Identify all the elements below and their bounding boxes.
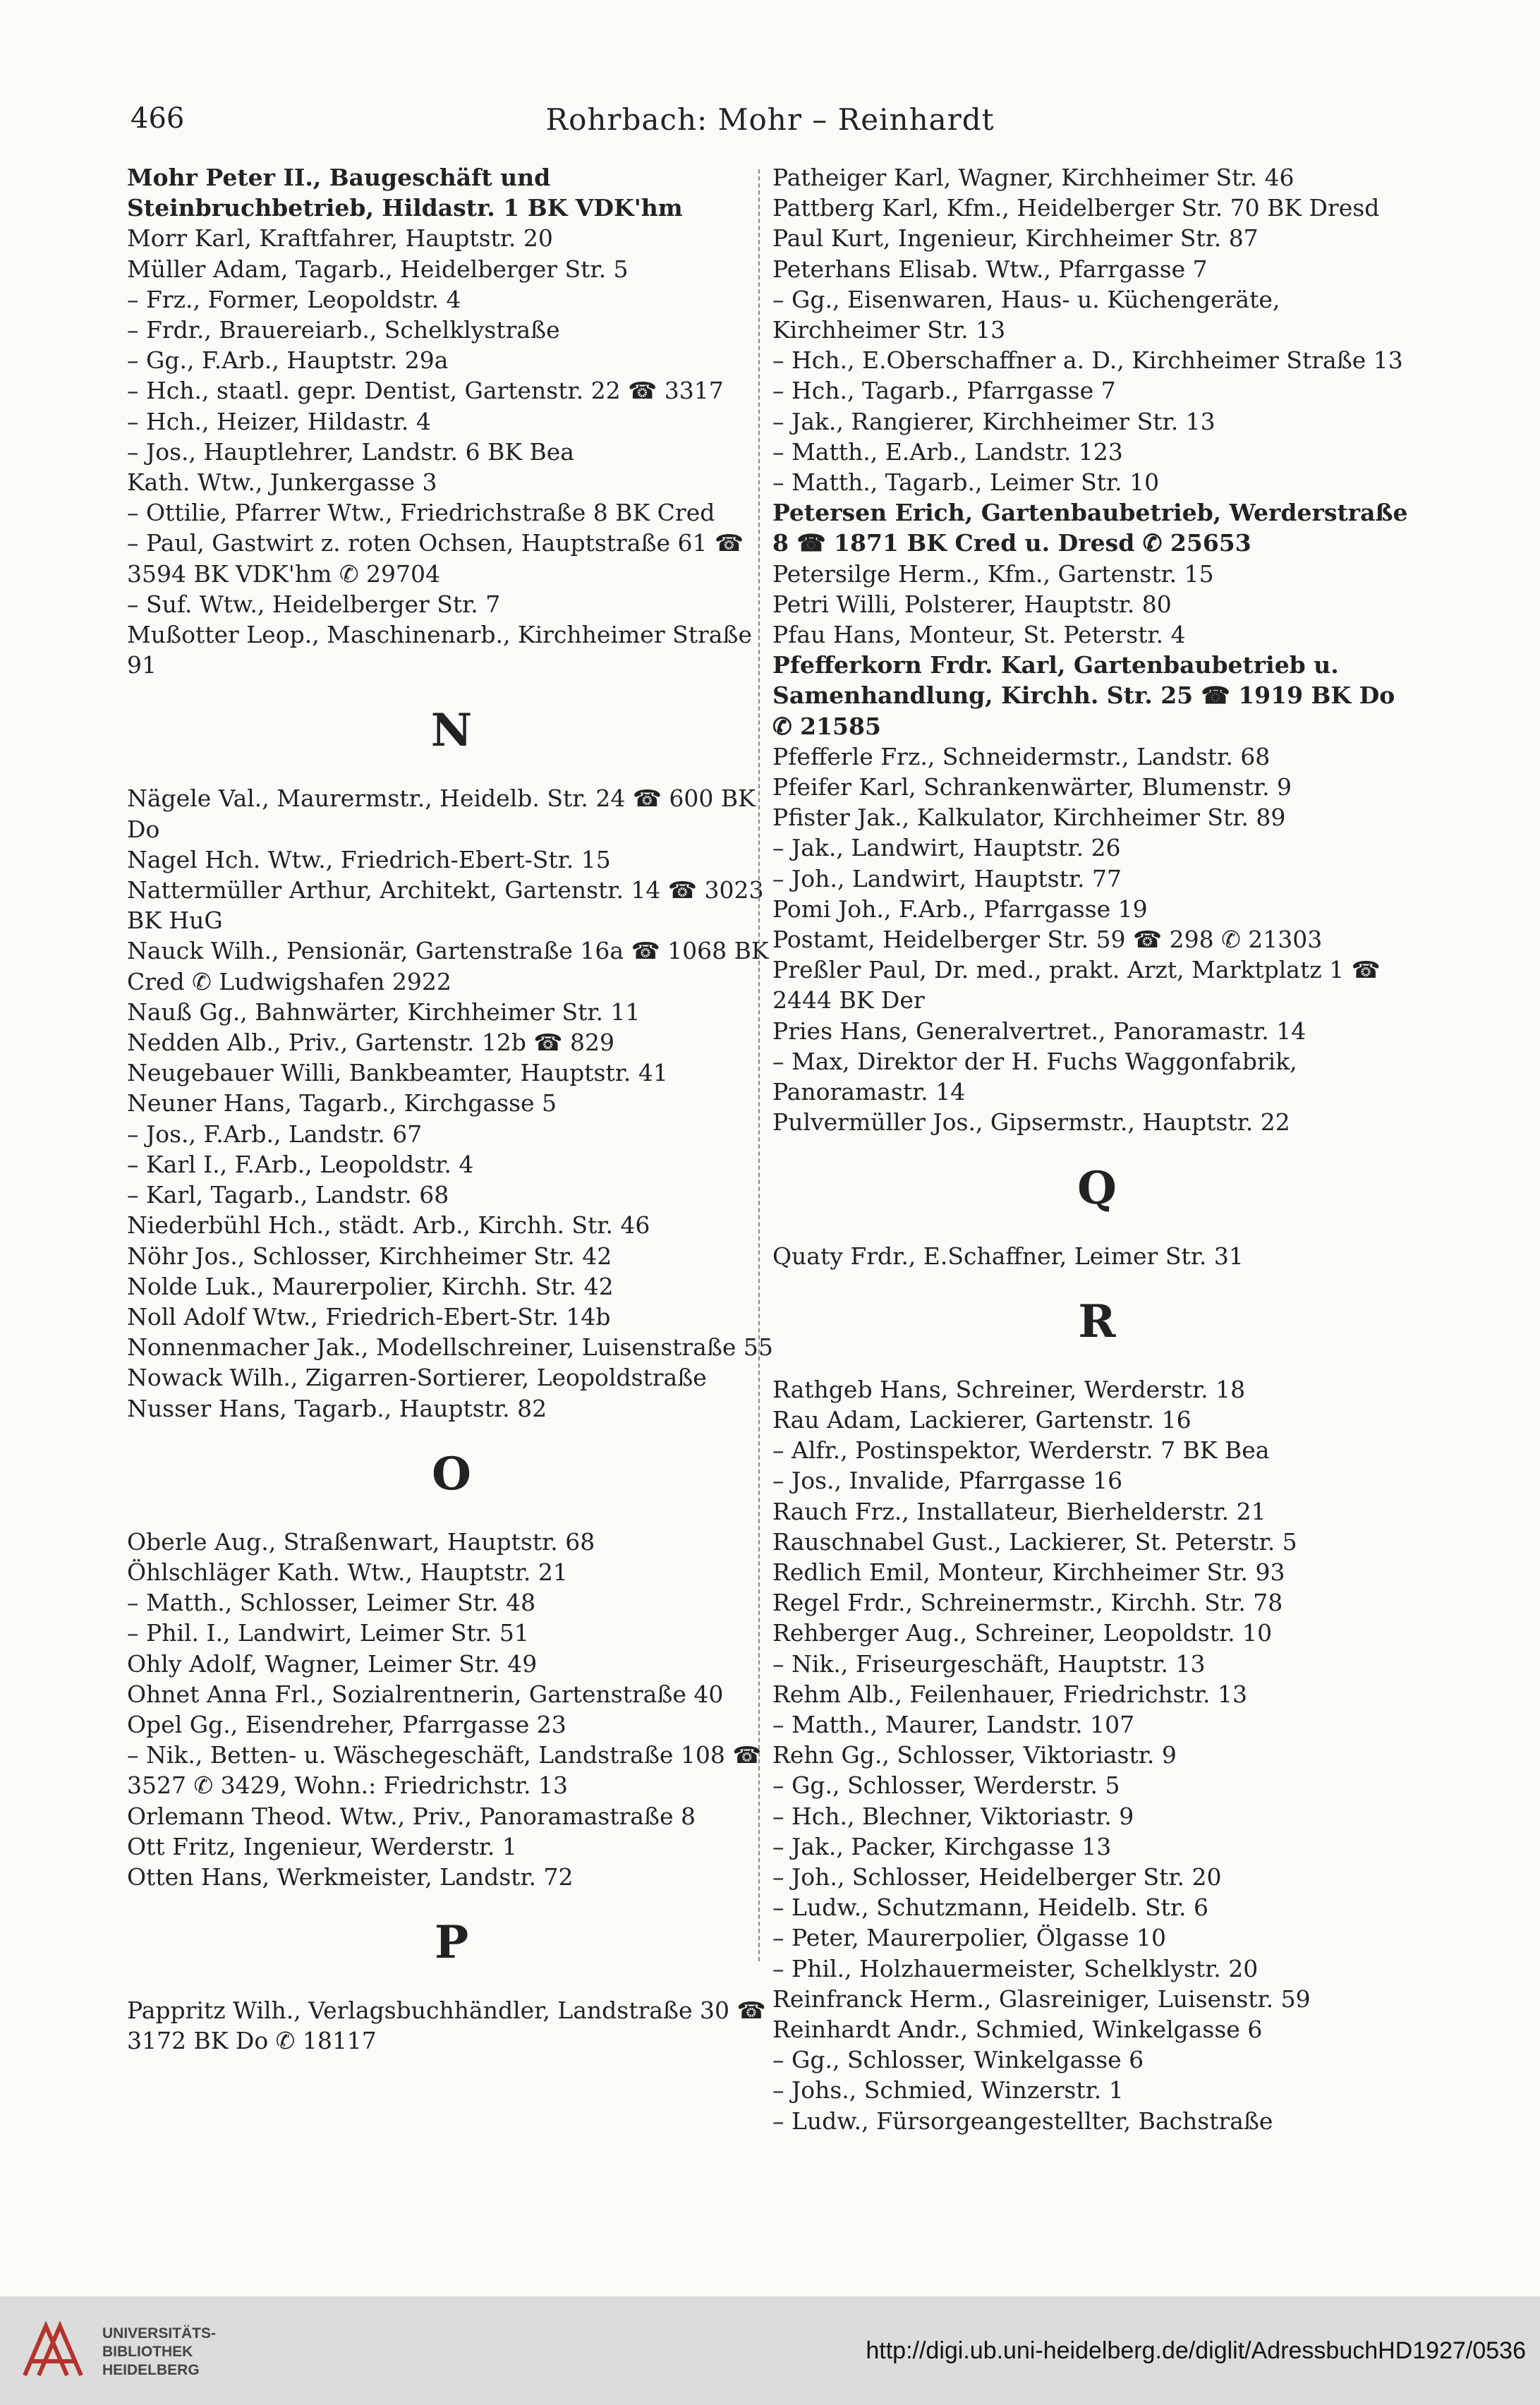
directory-entry: Petersilge Herm., Kfm., Gartenstr. 15 [772,559,1214,588]
directory-entry: Öhlschläger Kath. Wtw., Hauptstr. 21 [127,1558,568,1586]
section-letter-heading: O [432,1447,471,1501]
directory-entry: Preßler Paul, Dr. med., prakt. Arzt, Marktplatz 1 ☎ 2444 BK Der [772,956,1381,1014]
directory-entry: – Karl I., F.Arb., Leopoldstr. 4 [127,1150,474,1178]
directory-entry: Pfister Jak., Kalkulator, Kirchheimer Str. 89 [772,804,1286,832]
directory-entry: – Jos., Invalide, Pfarrgasse 16 [772,1467,1123,1495]
directory-entry: Postamt, Heidelberger Str. 59 ☎ 298 ✆ 21303 [772,926,1323,954]
library-logo-icon [18,2319,95,2382]
directory-entry: Nägele Val., Maurermstr., Heidelb. Str. 24 ☎ 600 BK Do [127,784,756,843]
directory-entry: Pulvermüller Jos., Gipsermstr., Hauptstr. 22 [772,1108,1290,1137]
directory-entry: Patheiger Karl, Wagner, Kirchheimer Str. 46 [772,164,1295,191]
directory-entry: – Nik., Betten- u. Wäschegeschäft, Landstraße 108 ☎ 3527 ✆ 3429, Wohn.: Friedrichstr. 13 [127,1741,762,1800]
directory-entry: Ohnet Anna Frl., Sozialrentnerin, Gartenstraße 40 [127,1680,724,1708]
directory-entry: Rehn Gg., Schlosser, Viktoriastr. 9 [772,1741,1177,1769]
library-name [102,2325,216,2380]
directory-entry: Pfefferle Frz., Schneidermstr., Landstr. 68 [772,742,1271,770]
directory-entry: Otten Hans, Werkmeister, Landstr. 72 [127,1862,574,1891]
directory-entry: – Gg., Schlosser, Winkelgasse 6 [772,2046,1144,2074]
directory-entry: – Nik., Friseurgeschäft, Hauptstr. 13 [772,1649,1206,1678]
directory-entry: Nolde Luk., Maurerpolier, Kirchh. Str. 42 [127,1272,614,1300]
directory-entry: Redlich Emil, Monteur, Kirchheimer Str. 93 [772,1558,1285,1586]
directory-entry: – Alfr., Postinspektor, Werderstr. 7 BK Bea [772,1436,1270,1465]
section-letter-heading: Q [1077,1161,1117,1215]
directory-entry: – Phil. I., Landwirt, Leimer Str. 51 [127,1619,529,1647]
directory-entry: – Matth., E.Arb., Landstr. 123 [772,437,1123,466]
directory-entry: Kath. Wtw., Junkergasse 3 [127,468,437,497]
section-letter-heading: R [1078,1295,1116,1348]
directory-entry: – Gg., F.Arb., Hauptstr. 29a [127,346,449,375]
directory-entry: – Karl, Tagarb., Landstr. 68 [127,1181,449,1209]
directory-entry: Opel Gg., Eisendreher, Pfarrgasse 23 [127,1710,566,1738]
directory-entry: Petri Willi, Polsterer, Hauptstr. 80 [772,590,1172,618]
directory-entry: – Jak., Rangierer, Kirchheimer Str. 13 [772,407,1215,435]
directory-entry: – Matth., Tagarb., Leimer Str. 10 [772,468,1160,497]
directory-entry: – Peter, Maurerpolier, Ölgasse 10 [772,1924,1167,1952]
directory-entry: – Jak., Landwirt, Hauptstr. 26 [772,834,1121,862]
directory-entry: – Hch., Blechner, Viktoriastr. 9 [772,1802,1134,1830]
directory-entry: Noll Adolf Wtw., Friedrich-Ebert-Str. 14b [127,1302,611,1331]
directory-entry: Nowack Wilh., Zigarren-Sortierer, Leopoldstraße [127,1364,707,1392]
library-name-line: HEIDELBERG [102,2362,200,2378]
directory-entry: – Paul, Gastwirt z. roten Ochsen, Hauptstraße 61 ☎ 3594 BK VDK'hm ✆ 29704 [127,529,744,588]
column-divider [758,169,760,1961]
directory-entry: Orlemann Theod. Wtw., Priv., Panoramastraße 8 [127,1802,696,1830]
directory-entry: – Matth., Schlosser, Leimer Str. 48 [127,1589,536,1617]
directory-entry: Ohly Adolf, Wagner, Leimer Str. 49 [127,1649,538,1678]
page-number: 466 [131,102,185,135]
directory-entry: – Hch., staatl. gepr. Dentist, Gartenstr. 22 ☎ 3317 [127,377,724,405]
directory-entry: – Jos., Hauptlehrer, Landstr. 6 BK Bea [127,437,574,466]
right-column [772,162,1421,2136]
library-name-line: UNIVERSITÄTS- [102,2325,217,2342]
directory-entry: Pomi Joh., F.Arb., Pfarrgasse 19 [772,895,1148,923]
directory-entry: Mußotter Leop., Maschinenarb., Kirchheimer Straße 91 [127,621,752,679]
directory-entry: – Ludw., Schutzmann, Heidelb. Str. 6 [772,1894,1208,1922]
source-url-link[interactable]: http://digi.ub.uni-heidelberg.de/diglit/AdressbuchHD1927/0536 [866,2337,1526,2364]
library-name-line: BIBLIOTHEK [102,2344,193,2360]
directory-entry: Nagel Hch. Wtw., Friedrich-Ebert-Str. 15 [127,845,611,873]
directory-entry: Rau Adam, Lackierer, Gartenstr. 16 [772,1405,1192,1434]
directory-entry: Regel Frdr., Schreinermstr., Kirchh. Str. 78 [772,1589,1283,1617]
left-column [127,162,776,2056]
directory-entry: Pappritz Wilh., Verlagsbuchhändler, Landstraße 30 ☎ 3172 BK Do ✆ 18117 [127,1997,766,2055]
directory-entry: Pfeifer Karl, Schrankenwärter, Blumenstr. 9 [772,773,1292,801]
directory-entry: – Gg., Schlosser, Werderstr. 5 [772,1771,1120,1800]
running-title: Rohrbach: Mohr – Reinhardt [545,102,995,137]
directory-entry: Petersen Erich, Gartenbaubetrieb, Werderstraße 8 ☎ 1871 BK Cred u. Dresd ✆ 25653 [772,499,1408,557]
directory-entry: Rehm Alb., Feilenhauer, Friedrichstr. 13 [772,1680,1248,1708]
directory-entry: – Joh., Schlosser, Heidelberger Str. 20 [772,1862,1222,1891]
directory-entry: Nonnenmacher Jak., Modellschreiner, Luisenstraße 55 [127,1333,773,1362]
directory-entry: – Phil., Holzhauermeister, Schelklystr. 20 [772,1954,1259,1982]
directory-entry: Morr Karl, Kraftfahrer, Hauptstr. 20 [127,224,553,253]
directory-entry: – Hch., Heizer, Hildastr. 4 [127,407,431,435]
directory-entry: Nedden Alb., Priv., Gartenstr. 12b ☎ 829 [127,1029,615,1057]
directory-entry: Nusser Hans, Tagarb., Hauptstr. 82 [127,1394,547,1422]
directory-entry: – Matth., Maurer, Landstr. 107 [772,1710,1135,1738]
directory-entry: Quaty Frdr., E.Schaffner, Leimer Str. 31 [772,1242,1244,1270]
directory-entry: Reinhardt Andr., Schmied, Winkelgasse 6 [772,2015,1263,2043]
directory-entry: Pattberg Karl, Kfm., Heidelberger Str. 70 BK Dresd [772,194,1380,222]
directory-entry: – Ottilie, Pfarrer Wtw., Friedrichstraße 8 BK Cred [127,499,715,527]
directory-entry: Rauschnabel Gust., Lackierer, St. Peterstr. 5 [772,1527,1297,1556]
directory-entry: Reinfranck Herm., Glasreiniger, Luisenstr. 59 [772,1985,1311,2013]
directory-entry: Nattermüller Arthur, Architekt, Gartenstr. 14 ☎ 3023 BK HuG [127,876,764,935]
directory-entry: Pries Hans, Generalvertret., Panoramastr. 14 [772,1017,1306,1045]
directory-entry: – Hch., E.Oberschaffner a. D., Kirchheimer Straße 13 [772,346,1403,375]
directory-entry: – Suf. Wtw., Heidelberger Str. 7 [127,590,501,618]
directory-entry: Rauch Frz., Installateur, Bierhelderstr. 21 [772,1497,1266,1525]
directory-entry: Nauß Gg., Bahnwärter, Kirchheimer Str. 11 [127,998,641,1026]
directory-entry: – Johs., Schmied, Winzerstr. 1 [772,2076,1124,2104]
directory-entry: Peterhans Elisab. Wtw., Pfarrgasse 7 [772,255,1208,283]
directory-entry: Mohr Peter II., Baugeschäft und Steinbruchbetrieb, Hildastr. 1 BK VDK'hm [127,164,683,222]
directory-entry: Müller Adam, Tagarb., Heidelberger Str. 5 [127,255,629,283]
directory-entry: Neuner Hans, Tagarb., Kirchgasse 5 [127,1089,557,1117]
directory-entry: Neugebauer Willi, Bankbeamter, Hauptstr. 41 [127,1059,668,1087]
directory-entry: – Joh., Landwirt, Hauptstr. 77 [772,864,1122,892]
directory-entry: Oberle Aug., Straßenwart, Hauptstr. 68 [127,1527,595,1556]
section-letter-heading: N [430,704,473,758]
directory-entry: Nauck Wilh., Pensionär, Gartenstraße 16a ☎ 1068 BK Cred ✆ Ludwigshafen 2922 [127,937,769,995]
directory-entry: – Jak., Packer, Kirchgasse 13 [772,1832,1112,1860]
directory-entry: – Frdr., Brauereiarb., Schelklystraße [127,316,560,344]
section-letter-heading: P [434,1916,469,1970]
directory-entry: – Hch., Tagarb., Pfarrgasse 7 [772,377,1116,405]
directory-entry: Nöhr Jos., Schlosser, Kirchheimer Str. 42 [127,1242,612,1270]
directory-entry: Paul Kurt, Ingenieur, Kirchheimer Str. 87 [772,224,1259,253]
viewer-footer [0,2296,1540,2405]
directory-entry: Pfefferkorn Frdr. Karl, Gartenbaubetrieb u. Samenhandlung, Kirchh. Str. 25 ☎ 1919 BK Do ✆ 21585 [772,651,1395,740]
directory-entry: – Ludw., Fürsorgeangestellter, Bachstraße [772,2107,1273,2135]
page-header [131,102,1409,145]
directory-entry: Niederbühl Hch., städt. Arb., Kirchh. Str. 46 [127,1211,650,1240]
directory-entry: Rathgeb Hans, Schreiner, Werderstr. 18 [772,1375,1246,1403]
directory-entry: Ott Fritz, Ingenieur, Werderstr. 1 [127,1832,517,1860]
directory-entry: – Max, Direktor der H. Fuchs Waggonfabrik, Panoramastr. 14 [772,1047,1297,1106]
directory-entry: – Gg., Eisenwaren, Haus- u. Küchengeräte, Kirchheimer Str. 13 [772,285,1280,344]
directory-entry: Pfau Hans, Monteur, St. Peterstr. 4 [772,621,1186,649]
directory-entry: – Jos., F.Arb., Landstr. 67 [127,1120,423,1148]
directory-entry: – Frz., Former, Leopoldstr. 4 [127,285,461,313]
directory-entry: Rehberger Aug., Schreiner, Leopoldstr. 10 [772,1619,1273,1647]
